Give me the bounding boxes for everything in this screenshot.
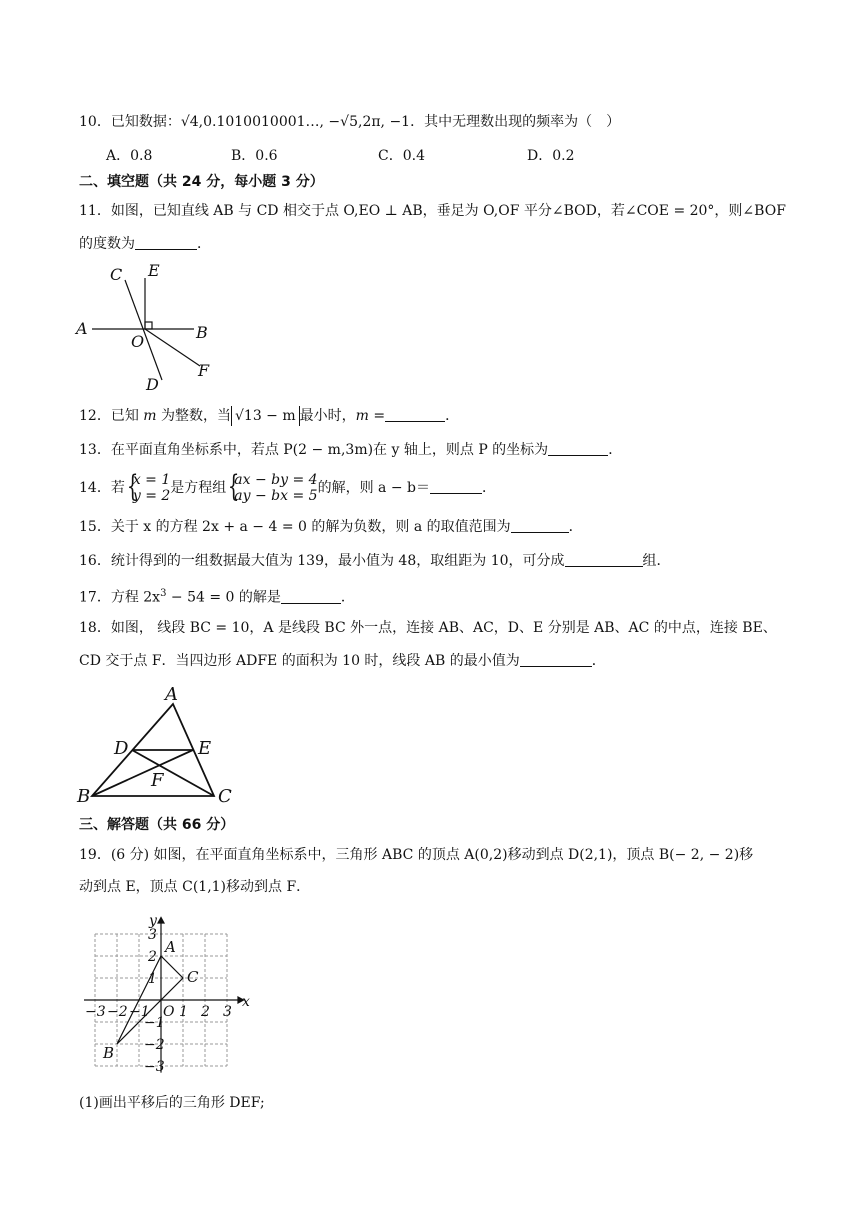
question-19-line1: 19．(6 分) 如图，在平面直角坐标系中，三角形 ABC 的顶点 A(0,2)移动到点 D(2,1)，顶点 B(− 2, − 2)移 <box>79 847 754 863</box>
answer-blank[interactable] <box>385 407 445 422</box>
data-list: √4,0.1010010001…, −√5,2π, −1 <box>180 114 411 130</box>
section-heading-fill-in: 二、填空题（共 24 分，每小题 3 分） <box>79 174 324 190</box>
x-tick-label: −3 <box>85 1004 106 1020</box>
var-m: m <box>355 408 369 424</box>
question-text: ． <box>445 408 460 424</box>
eq-x: x = 1 <box>132 472 171 488</box>
eq-2: ay − bx = 5 <box>234 488 318 504</box>
label-d: D <box>146 375 159 394</box>
question-15: 15．关于 x 的方程 2x + a − 4 = 0 的解为负数，则 a 的取值范围为 ． <box>79 519 583 535</box>
option-d: D．0.2 <box>527 148 575 164</box>
equation-system: { ax − by = 4 ay − bx = 5 <box>228 469 318 504</box>
question-text: 为整数，当 <box>156 408 231 424</box>
label-d: D <box>114 738 129 759</box>
question-text: ． <box>481 480 496 496</box>
answer-blank[interactable] <box>135 235 197 250</box>
question-17 <box>79 584 355 608</box>
point-label-c: C <box>187 968 199 986</box>
question-text: 17．方程 2x <box>79 589 161 606</box>
question-text: = <box>368 408 386 424</box>
y-tick-label: −2 <box>144 1037 165 1053</box>
x-tick-label: 1 <box>179 1004 188 1020</box>
option-b: B．0.6 <box>231 148 278 164</box>
label-b: B <box>77 786 91 806</box>
question-text: 的解，则 a − b＝ <box>317 480 430 496</box>
point-label-b: B <box>103 1044 115 1062</box>
question-text: 的度数为 <box>79 236 135 252</box>
question-text: 最小时， <box>299 408 356 424</box>
question-text: 是方程组 <box>170 480 227 496</box>
label-f: F <box>198 361 210 380</box>
y-tick-label: −1 <box>144 1015 165 1031</box>
x-axis-label: x <box>242 994 250 1010</box>
question-19-part1: (1)画出平移后的三角形 DEF; <box>79 1095 265 1111</box>
var-m: m <box>143 408 157 424</box>
question-14 <box>79 468 496 508</box>
question-text: 15．关于 x 的方程 2x + a − 4 = 0 的解为负数，则 a 的取值范围为 <box>79 519 511 535</box>
label-a: A <box>165 684 178 705</box>
question-11-line1: 11．如图，已知直线 AB 与 CD 相交于点 O,EO ⊥ AB，垂足为 O,OF 平分∠BOD，若∠COE = 20°，则∠BOF <box>79 203 786 219</box>
label-c: C <box>110 265 123 284</box>
question-number: 10． <box>79 114 111 130</box>
point-label-a: A <box>165 938 176 956</box>
section-heading-answer: 三、解答题（共 66 分） <box>79 817 235 833</box>
x-tick-label: −1 <box>129 1004 150 1020</box>
y-tick-label: −3 <box>144 1059 165 1075</box>
y-tick-label: 2 <box>148 949 157 965</box>
eq-1: ax − by = 4 <box>234 472 318 488</box>
question-16 <box>79 551 671 571</box>
question-18-line1: 18．如图， 线段 BC = 10，A 是线段 BC 外一点，连接 AB、AC，D、E 分别是 AB、AC 的中点，连接 BE、 <box>79 620 777 636</box>
question-text: 12．已知 <box>79 408 144 424</box>
question-13: 13．在平面直角坐标系中，若点 P(2 − m,3m)在 y 轴上，则点 P 的坐标为 ． <box>79 442 623 458</box>
x-tick-label: −2 <box>107 1004 128 1020</box>
label-c: C <box>218 786 232 806</box>
question-text: 16．统计得到的一组数据最大值为 139，最小值为 48，取组距为 10，可分成 <box>79 553 565 569</box>
y-tick-label: 1 <box>148 971 157 987</box>
answer-blank[interactable] <box>548 441 608 456</box>
question-text: 已知数据： <box>110 114 181 130</box>
option-c: C．0.4 <box>378 148 425 164</box>
figure-coordinate-grid <box>74 906 264 1082</box>
question-12 <box>79 406 459 426</box>
label-o: O <box>131 332 145 351</box>
label-f: F <box>151 770 164 791</box>
question-text: ． <box>340 589 355 606</box>
ray-of <box>145 329 200 366</box>
figure-intersecting-lines <box>74 258 224 394</box>
question-19-line2: 动到点 E，顶点 C(1,1)移动到点 F． <box>79 879 311 895</box>
figure-triangle-abc <box>74 682 244 806</box>
exponent: 3 <box>160 588 167 599</box>
y-axis-label: y <box>149 912 157 929</box>
y-axis-arrow <box>158 918 164 924</box>
question-18-line2: CD 交于点 F．当四边形 ADFE 的面积为 10 时，线段 AB 的最小值为 ． <box>79 653 606 669</box>
answer-blank[interactable] <box>430 479 482 494</box>
x-tick-label: 2 <box>201 1004 210 1020</box>
label-b: B <box>196 323 208 342</box>
label-a: A <box>76 319 88 338</box>
eq-y: y = 2 <box>132 488 171 504</box>
answer-blank[interactable] <box>520 652 592 667</box>
system-solution: { x = 1 y = 2 <box>126 469 171 504</box>
y-tick-label: 3 <box>148 927 157 943</box>
answer-blank[interactable] <box>281 589 341 604</box>
answer-blank[interactable] <box>511 518 569 533</box>
x-tick-label: 3 <box>223 1004 232 1020</box>
question-11-line2: 的度数为 ． <box>79 236 211 252</box>
question-10 <box>79 112 620 132</box>
question-text: − 54 = 0 的解是 <box>166 589 281 606</box>
question-text: 13．在平面直角坐标系中，若点 P(2 − m,3m)在 y 轴上，则点 P 的坐标为 <box>79 442 549 458</box>
question-text: 14．若 <box>79 480 125 496</box>
absolute-expression: √13 − m <box>231 406 300 426</box>
right-angle-mark <box>145 322 152 329</box>
label-e: E <box>198 738 212 759</box>
answer-blank[interactable] <box>565 552 643 567</box>
question-text: CD 交于点 F．当四边形 ADFE 的面积为 10 时，线段 AB 的最小值为 <box>79 653 520 669</box>
line-cd <box>125 280 162 380</box>
question-text: ．其中无理数出现的频率为（ ） <box>410 114 621 130</box>
x-tick-label: O <box>163 1004 175 1020</box>
question-text: 组． <box>642 553 671 569</box>
label-e: E <box>148 261 160 280</box>
option-a: A．0.8 <box>106 148 153 164</box>
